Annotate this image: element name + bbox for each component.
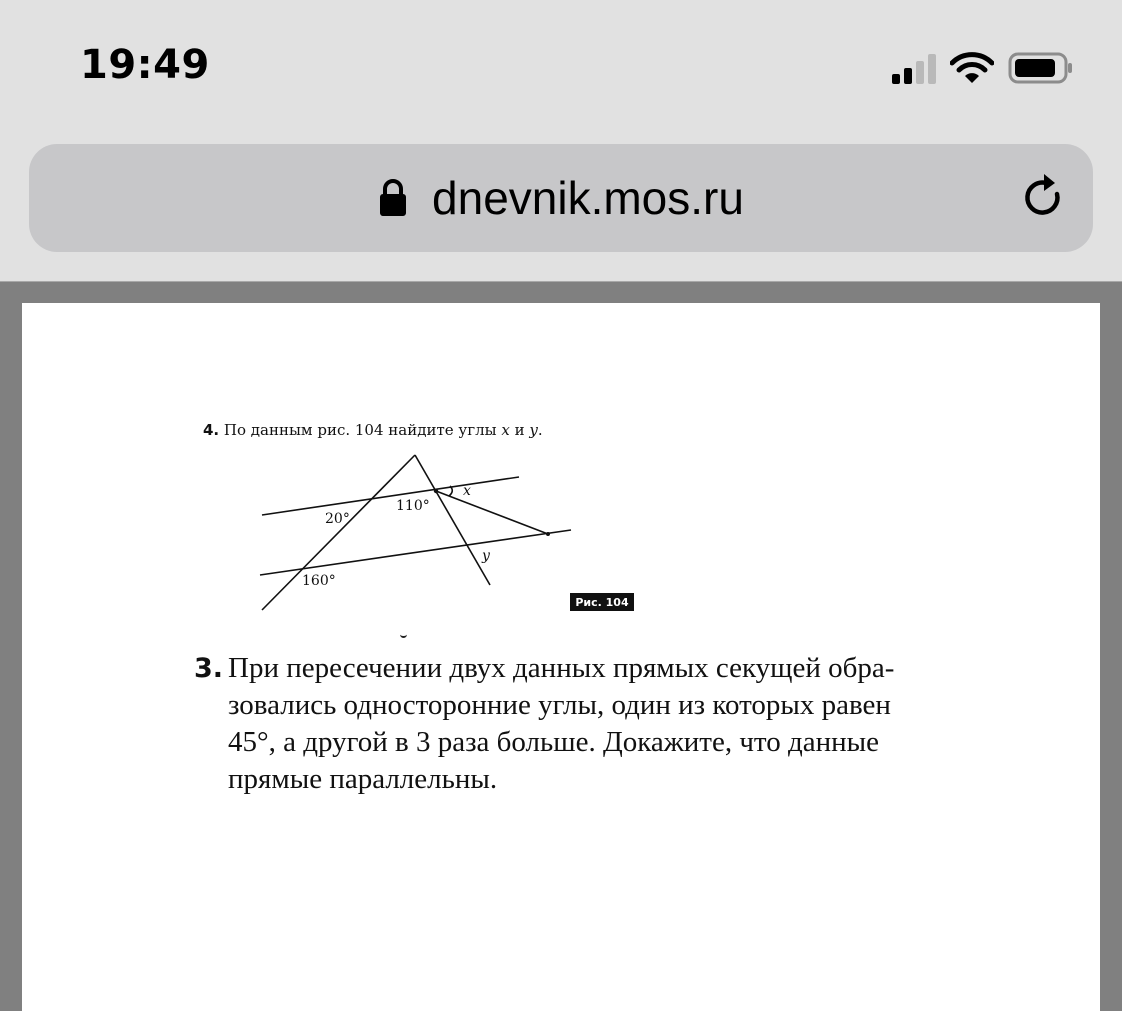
task-4-statement [203, 421, 543, 439]
status-time: 19:49 [80, 42, 210, 88]
figure-104 [250, 448, 590, 618]
task-4-end: . [537, 421, 543, 439]
task-3-line-2: зовались односторонние углы, один из которых равен [228, 689, 891, 721]
cellular-signal-icon [892, 52, 936, 84]
lower-line [260, 530, 571, 575]
angle-y-label: y [482, 548, 490, 564]
task-4-var-y: y [529, 421, 538, 439]
url-text: dnevnik.mos.ru [432, 172, 744, 224]
browser-chrome [0, 0, 1122, 282]
task-3-line-4: прямые параллельны. [228, 763, 498, 795]
task-3-number: 3. [194, 653, 224, 684]
wifi-icon [950, 51, 994, 85]
task-3-line-3: 45°, а другой в 3 раза больше. Докажите, что данные [228, 726, 879, 758]
task-4-number: 4. [203, 421, 220, 439]
battery-icon [1008, 51, 1074, 85]
reload-icon[interactable] [1017, 172, 1069, 224]
upper-line [262, 477, 519, 515]
task-4-text: По данным рис. 104 найдите углы [223, 421, 497, 439]
left-transversal [262, 455, 415, 610]
task-3-line-1: При пересечении двух данных прямых секущей обра- [228, 652, 895, 684]
task-4-var-x: x [501, 421, 510, 439]
angle-20-label: 20° [325, 511, 350, 527]
angle-160-label: 160° [302, 573, 336, 589]
figure-caption: Рис. 104 [570, 593, 634, 611]
angle-110-label: 110° [396, 498, 430, 514]
status-icons [892, 50, 1074, 86]
task-3-text [228, 650, 1014, 798]
segment-to-lower-line [436, 491, 548, 534]
task-3 [194, 650, 1014, 798]
right-transversal [415, 455, 490, 585]
angle-x-label: x [463, 483, 471, 499]
lock-icon [378, 178, 408, 218]
task-4-and: и [514, 421, 525, 439]
address-bar[interactable] [29, 144, 1093, 252]
